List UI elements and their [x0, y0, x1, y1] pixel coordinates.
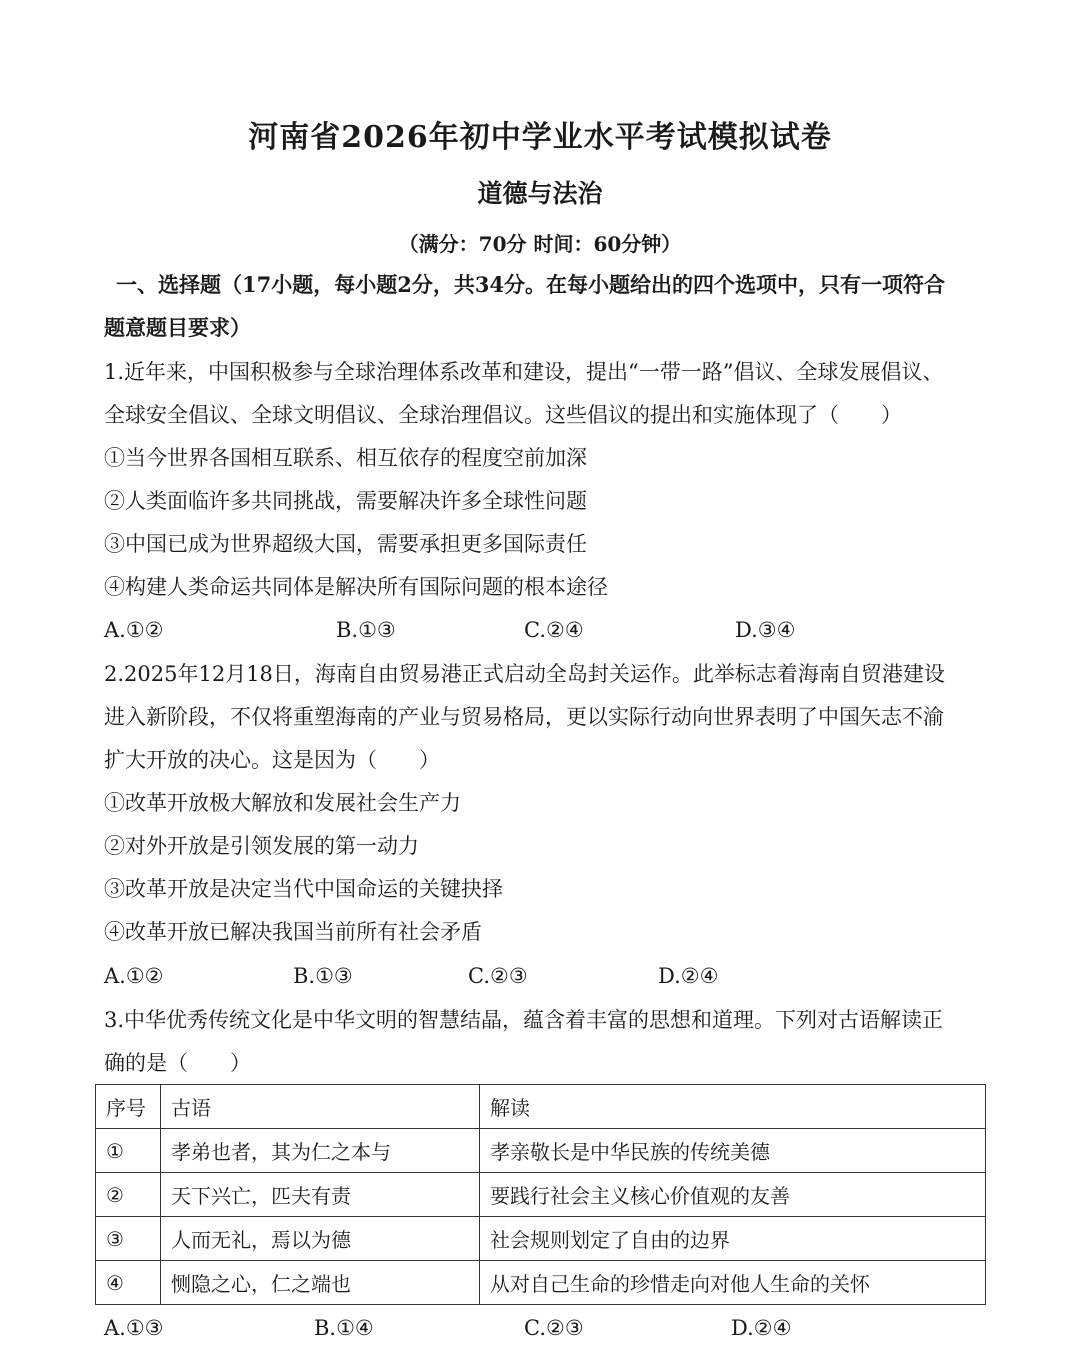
q1-stem-line1: 1.近年来，中国积极参与全球治理体系改革和建设，提出“一带一路”倡议、全球发展倡议、: [104, 360, 944, 384]
q2-item-1: ①改革开放极大解放和发展社会生产力: [104, 791, 461, 815]
q2-stem-line1: 2.2025年12月18日，海南自由贸易港正式启动全岛封关运作。此举标志着海南自贸港建设: [104, 662, 945, 686]
table-cell: ④: [96, 1261, 161, 1305]
table-cell: 人而无礼，焉以为德: [161, 1217, 480, 1261]
q2-option-c: C.②③: [468, 964, 528, 988]
q1-stem-line2: 全球安全倡议、全球文明倡议、全球治理倡议。这些倡议的提出和实施体现了（ ）: [104, 403, 902, 427]
table-row: [96, 1261, 986, 1305]
table-cell: 要践行社会主义核心价值观的友善: [480, 1173, 986, 1217]
exam-meta: （满分：70分 时间：60分钟）: [398, 232, 682, 256]
q1-item-3: ③中国已成为世界超级大国，需要承担更多国际责任: [104, 532, 587, 556]
table-row: [96, 1129, 986, 1173]
q3-stem-line1: 3.中华优秀传统文化是中华文明的智慧结晶，蕴含着丰富的思想和道理。下列对古语解读正: [104, 1008, 944, 1032]
table-cell: 从对自己生命的珍惜走向对他人生命的关怀: [480, 1261, 986, 1305]
table-header-cell: 古语: [161, 1085, 480, 1129]
q1-item-1: ①当今世界各国相互联系、相互依存的程度空前加深: [104, 446, 587, 470]
exam-subject: 道德与法治: [477, 179, 603, 208]
table-cell: ②: [96, 1173, 161, 1217]
table-header-cell: 解读: [480, 1085, 986, 1129]
table-header-cell: 序号: [96, 1085, 161, 1129]
q2-option-d: D.②④: [658, 964, 719, 988]
q3-option-b: B.①④: [314, 1316, 374, 1340]
q3-option-a: A.①③: [104, 1316, 164, 1340]
table-cell: ①: [96, 1129, 161, 1173]
table-cell: 天下兴亡，匹夫有责: [161, 1173, 480, 1217]
q3-stem-line2: 确的是（ ）: [104, 1051, 251, 1075]
table-row: [96, 1217, 986, 1261]
section-heading-line2: 题意题目要求）: [104, 315, 251, 340]
q2-option-a: A.①②: [104, 964, 164, 988]
table-cell: 孝弟也者，其为仁之本与: [161, 1129, 480, 1173]
table-cell: 孝亲敬长是中华民族的传统美德: [480, 1129, 986, 1173]
exam-title: 河南省2026年初中学业水平考试模拟试卷: [248, 120, 832, 155]
q1-option-a: A.①②: [104, 618, 164, 642]
q2-stem-line2: 进入新阶段，不仅将重塑海南的产业与贸易格局，更以实际行动向世界表明了中国矢志不渝: [104, 705, 944, 729]
q1-option-c: C.②④: [524, 618, 584, 642]
q3-option-c: C.②③: [524, 1316, 584, 1340]
table-cell: 恻隐之心，仁之端也: [161, 1261, 480, 1305]
section-heading-line1: 一、选择题（17小题，每小题2分，共34分。在每小题给出的四个选项中，只有一项符合: [116, 272, 946, 297]
table-row: [96, 1173, 986, 1217]
table-header-row: [96, 1085, 986, 1129]
q1-option-d: D.③④: [735, 618, 796, 642]
q2-option-b: B.①③: [293, 964, 353, 988]
q1-item-4: ④构建人类命运共同体是解决所有国际问题的根本途径: [104, 575, 608, 599]
q3-option-d: D.②④: [731, 1316, 792, 1340]
q2-item-2: ②对外开放是引领发展的第一动力: [104, 834, 419, 858]
q1-option-b: B.①③: [336, 618, 396, 642]
table-cell: ③: [96, 1217, 161, 1261]
q2-stem-line3: 扩大开放的决心。这是因为（ ）: [104, 748, 440, 772]
q2-item-4: ④改革开放已解决我国当前所有社会矛盾: [104, 920, 482, 944]
q3-table: [95, 1084, 986, 1305]
q2-item-3: ③改革开放是决定当代中国命运的关键抉择: [104, 877, 503, 901]
q1-item-2: ②人类面临许多共同挑战，需要解决许多全球性问题: [104, 489, 587, 513]
table-cell: 社会规则划定了自由的边界: [480, 1217, 986, 1261]
